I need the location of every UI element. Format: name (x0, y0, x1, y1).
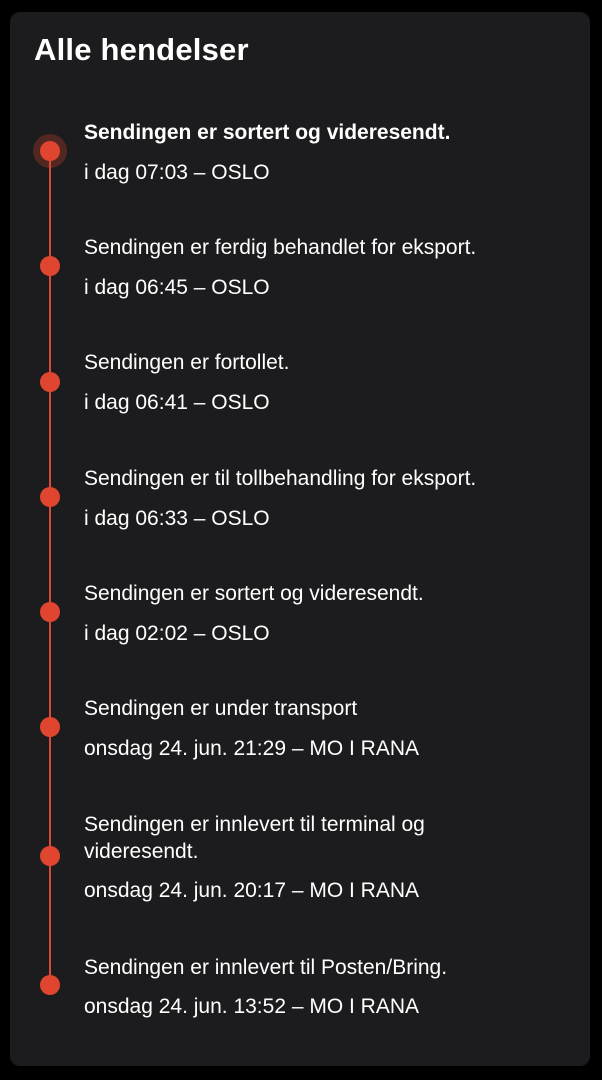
status-dot-icon (40, 846, 60, 866)
status-dot-icon (40, 975, 60, 995)
current-status-dot-icon (40, 141, 60, 161)
event-description: Sendingen er til tollbehandling for eksport. (84, 467, 477, 490)
event-description: Sendingen er fortollet. (84, 351, 290, 374)
event-time-location: onsdag 24. jun. 21:29 – MO I RANA (84, 737, 420, 760)
status-dot-icon (40, 717, 60, 737)
status-dot-icon (40, 256, 60, 276)
status-dot-icon (40, 372, 60, 392)
status-dot-icon (40, 487, 60, 507)
event-description: Sendingen er under transport (84, 697, 358, 720)
page-title: Alle hendelser (34, 32, 249, 67)
status-dot-icon (40, 602, 60, 622)
event-description: Sendingen er innlevert til terminal og videresendt. (84, 813, 425, 863)
event-description: Sendingen er ferdig behandlet for eksport. (84, 236, 477, 259)
event-time-location: i dag 02:02 – OSLO (84, 622, 270, 645)
event-time-location: i dag 07:03 – OSLO (84, 161, 270, 184)
event-description: Sendingen er sortert og videresendt. (84, 121, 451, 144)
event-description: Sendingen er innlevert til Posten/Bring. (84, 956, 448, 979)
event-time-location: i dag 06:41 – OSLO (84, 391, 270, 414)
event-time-location: onsdag 24. jun. 20:17 – MO I RANA (84, 879, 420, 902)
event-time-location: i dag 06:45 – OSLO (84, 276, 270, 299)
events-card (10, 12, 590, 1066)
event-description: Sendingen er sortert og videresendt. (84, 582, 424, 605)
event-time-location: onsdag 24. jun. 13:52 – MO I RANA (84, 995, 420, 1018)
event-time-location: i dag 06:33 – OSLO (84, 507, 270, 530)
event-timeline (10, 12, 590, 1066)
